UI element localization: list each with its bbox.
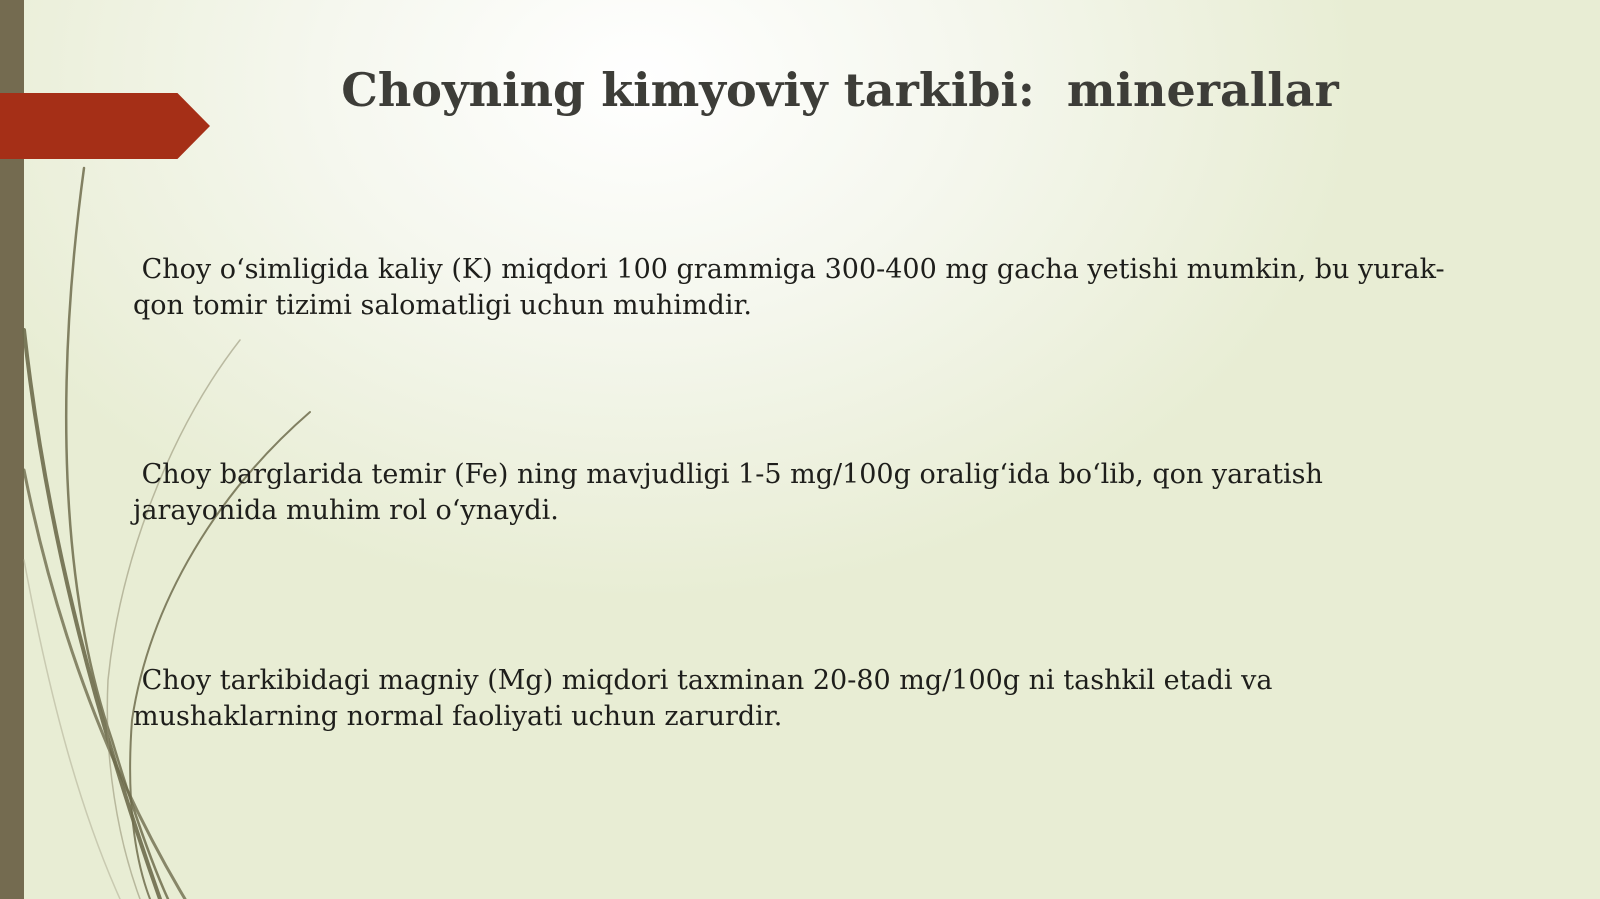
red-arrow-tab (0, 93, 210, 159)
slide-title: Choyning kimyoviy tarkibi: minerallar (341, 63, 1339, 117)
paragraph-magnesium: Choy tarkibidagi magniy (Mg) miqdori taxminan 20-80 mg/100g ni tashkil etadi va mushaklarning normal faoliyati uchun zarurdir. (133, 665, 1273, 732)
stem-line (24, 330, 160, 899)
stem-line (107, 340, 240, 899)
paragraph-iron: Choy barglarida temir (Fe) ning mavjudligi 1-5 mg/100g oralig‘ida bo‘lib, qon yaratish jarayonida muhim rol o‘ynaydi. (133, 459, 1323, 526)
stem-line (24, 560, 120, 899)
paragraph-potassium: Choy o‘simligida kaliy (K) miqdori 100 grammiga 300-400 mg gacha yetishi mumkin, bu yurak- qon tomir tizimi salomatligi uchun muhimdir. (133, 254, 1445, 321)
